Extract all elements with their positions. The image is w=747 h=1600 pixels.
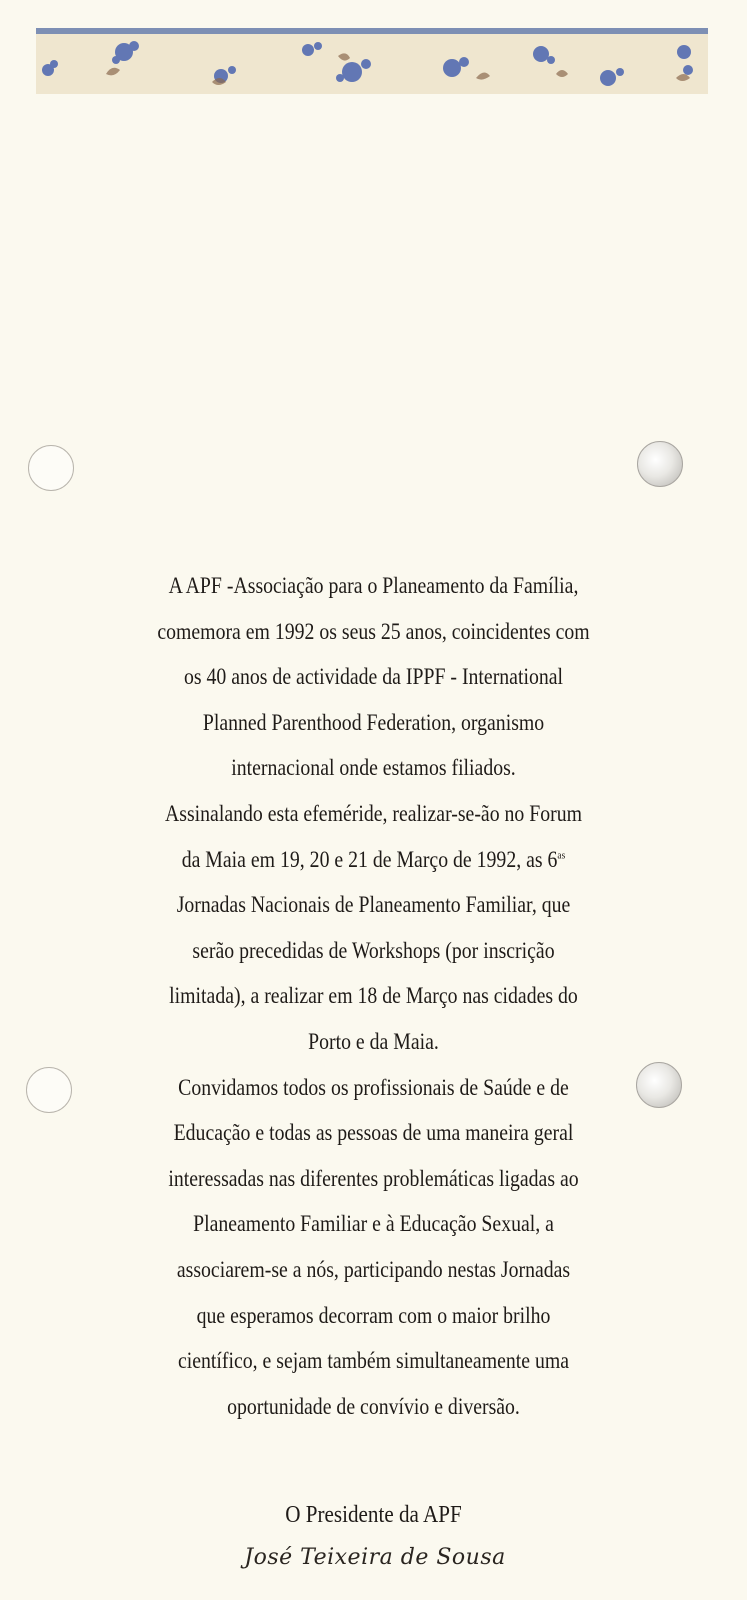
binder-hole-bottom-left [26, 1067, 72, 1113]
binder-hole-top-left [28, 445, 74, 491]
announcement-text [130, 563, 618, 1429]
signature: José Teixeira de Sousa [244, 1545, 506, 1570]
binder-hole-top-right [637, 441, 683, 487]
floral-pattern-icon [36, 34, 708, 94]
ordinal-suffix: as [557, 848, 566, 861]
paragraph-event [130, 791, 618, 1065]
closing-title: O Presidente da APF [285, 1502, 462, 1528]
paragraph-anniversary: A APF -Associação para o Planeamento da Família, comemora em 1992 os seus 25 anos, coincidentes com os 40 anos de actividade da IPPF - International Planned Parenthood Federation, organismo internacional onde estamos filiados. [157, 573, 590, 781]
paragraph-event-text: Assinalando esta efeméride, realizar-se-ão no Forum da Maia em 19, 20 e 21 de Março de 1992, as 6 [164, 800, 583, 872]
paragraph-invitation: Convidamos todos os profissionais de Saúde e de Educação e todas as pessoas de uma maneira geral interessadas nas diferentes problemáticas ligadas ao Planeamento Familiar e à Educação Sexual, a associarem-se a nós, participando nestas Jornadas que esperamos decorram com o maior brilho científico, e sejam também simultaneamente uma oportunidade de convívio e diversão. [168, 1074, 579, 1419]
paragraph-event-continued: Jornadas Nacionais de Planeamento Familiar, que serão precedidas de Workshops (por inscrição limitada), a realizar em 18 de Março nas cidades do Porto e da Maia. [169, 892, 578, 1054]
floral-banner [36, 28, 708, 94]
binder-hole-bottom-right [636, 1062, 682, 1108]
